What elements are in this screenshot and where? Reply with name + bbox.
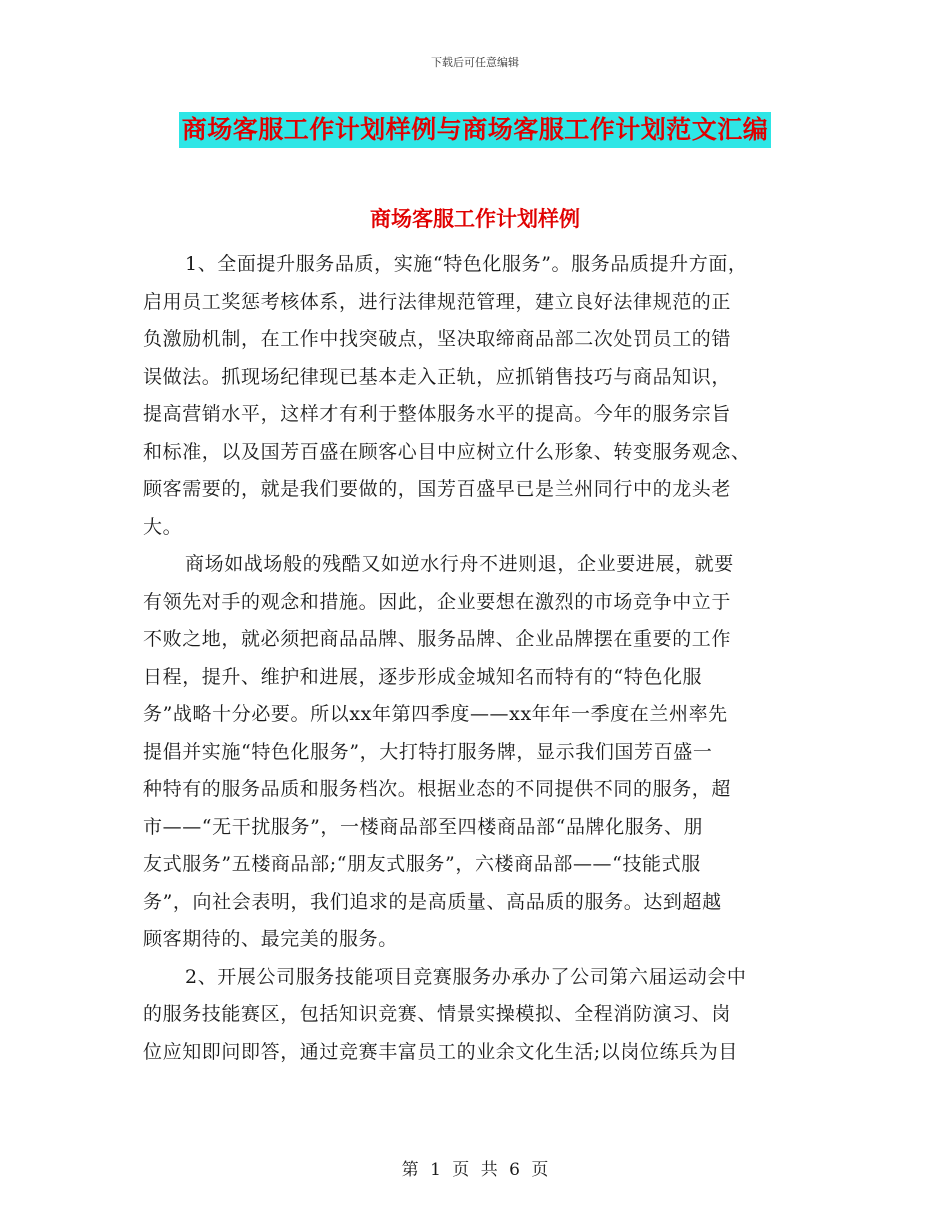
text-line: 顾客需要的，就是我们要做的，国芳百盛早已是兰州同行中的龙头老	[143, 478, 732, 500]
section-title: 商场客服工作计划样例	[370, 207, 580, 231]
text-line: 有领先对手的观念和措施。因此，企业要想在激烈的市场竞争中立于	[143, 590, 732, 613]
text-line: 误做法。抓现场纪律现已基本走入正轨，应抓销售技巧与商品知识，	[143, 365, 732, 388]
document-body	[143, 246, 823, 1071]
page-footer: 第 1 页 共 6 页	[401, 1160, 549, 1180]
paragraph-2	[143, 546, 823, 959]
text-line: 负激励机制，在工作中找突破点，坚决取缔商品部二次处罚员工的错	[143, 328, 732, 350]
text-line: 商场如战场般的残酷又如逆水行舟不进则退，企业要进展，就要	[185, 553, 734, 575]
document-title: 商场客服工作计划样例与商场客服工作计划范文汇编	[179, 112, 772, 148]
document-title-wrap	[0, 112, 950, 148]
text-line: 提倡并实施“特色化服务”，大打特打服务牌，显示我们国芳百盛一	[143, 740, 713, 763]
text-line: 务”战略十分必要。所以xx年第四季度——xx年年一季度在兰州率先	[143, 703, 728, 725]
header-note: 下载后可任意编辑	[431, 56, 519, 69]
text-line: 务”，向社会表明，我们追求的是高质量、高品质的服务。达到超越	[143, 890, 722, 913]
text-line: 和标准，以及国芳百盛在顾客心目中应树立什么形象、转变服务观念、	[143, 440, 751, 463]
text-line: 位应知即问即答，通过竞赛丰富员工的业余文化生活;以岗位练兵为目	[143, 1040, 739, 1063]
text-line: 的服务技能赛区，包括知识竞赛、情景实操模拟、全程消防演习、岗	[143, 1003, 732, 1025]
text-line: 2、开展公司服务技能项目竞赛服务办承办了公司第六届运动会中	[185, 965, 747, 988]
text-line: 市——“无干扰服务”，一楼商品部至四楼商品部“品牌化服务、朋	[143, 815, 704, 838]
text-line: 种特有的服务品质和服务档次。根据业态的不同提供不同的服务，超	[143, 778, 732, 800]
text-line: 友式服务”五楼商品部;“朋友式服务”，六楼商品部——“技能式服	[143, 853, 701, 875]
text-line: 提高营销水平，这样才有利于整体服务水平的提高。今年的服务宗旨	[143, 403, 732, 425]
paragraph-1	[143, 246, 823, 546]
text-line: 顾客期待的、最完美的服务。	[143, 928, 398, 950]
text-line: 大。	[143, 515, 183, 538]
paragraph-3	[143, 959, 823, 1072]
text-line: 1、全面提升服务品质，实施“特色化服务”。服务品质提升方面，	[185, 253, 748, 275]
text-line: 启用员工奖惩考核体系，进行法律规范管理，建立良好法律规范的正	[143, 290, 732, 313]
text-line: 日程，提升、维护和进展，逐步形成金城知名而特有的“特色化服	[143, 665, 703, 688]
text-line: 不败之地，就必须把商品品牌、服务品牌、企业品牌摆在重要的工作	[143, 628, 732, 650]
